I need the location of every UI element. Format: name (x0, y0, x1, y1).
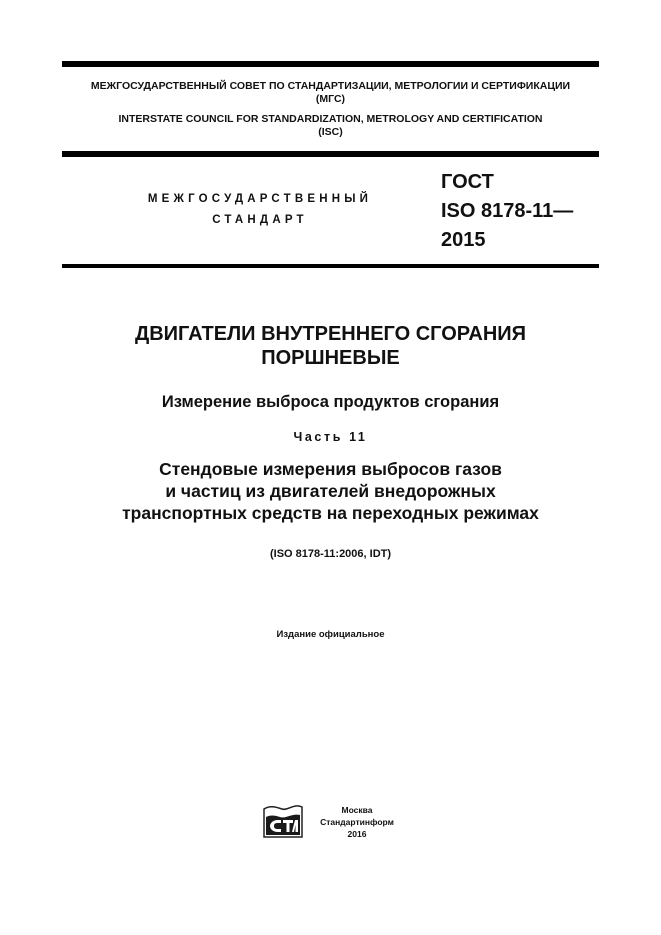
part-title-line3: транспортных средств на переходных режимах (122, 503, 539, 523)
council-name-ru: МЕЖГОСУДАРСТВЕННЫЙ СОВЕТ ПО СТАНДАРТИЗАЦИИ, МЕТРОЛОГИИ И СЕРТИФИКАЦИИ (90, 80, 571, 92)
edition-label: Издание официальное (276, 629, 385, 640)
gost-designation (441, 168, 573, 255)
publisher-city: Москва (341, 805, 373, 815)
main-title (62, 322, 599, 370)
council-abbr-en: (ISC) (318, 126, 343, 138)
subtitle: Измерение выброса продуктов сгорания (161, 393, 500, 411)
council-name-en: INTERSTATE COUNCIL FOR STANDARDIZATION, METROLOGY AND CERTIFICATION (118, 113, 543, 125)
part-title-line2: и частиц из двигателей внедорожных (165, 481, 496, 501)
gost-number: ISO 8178-11— (441, 200, 574, 222)
part-title (62, 458, 599, 524)
main-title-line1: ДВИГАТЕЛИ ВНУТРЕННЕГО СГОРАНИЯ (134, 323, 527, 345)
standartinform-logo-icon (262, 803, 304, 839)
gost-year: 2015 (441, 229, 486, 251)
standard-type-line2: СТАНДАРТ (212, 214, 308, 226)
part-title-line1: Стендовые измерения выбросов газов (159, 459, 502, 479)
standard-rule (62, 264, 599, 268)
publisher-name: Стандартинформ (320, 817, 394, 827)
council-abbr-ru: (МГС) (315, 93, 346, 105)
publisher-info (312, 804, 402, 840)
standard-type (130, 189, 390, 231)
main-title-line2: ПОРШНЕВЫЕ (261, 347, 400, 369)
part-number: Часть 11 (293, 430, 368, 444)
standard-type-line1: МЕЖГОСУДАРСТВЕННЫЙ (147, 193, 373, 205)
top-rule (62, 61, 599, 67)
gost-label: ГОСТ (441, 171, 494, 193)
iso-reference: (ISO 8178-11:2006, IDT) (269, 548, 392, 560)
header-rule (62, 151, 599, 157)
council-header (62, 80, 599, 139)
publisher-year: 2016 (347, 829, 367, 839)
